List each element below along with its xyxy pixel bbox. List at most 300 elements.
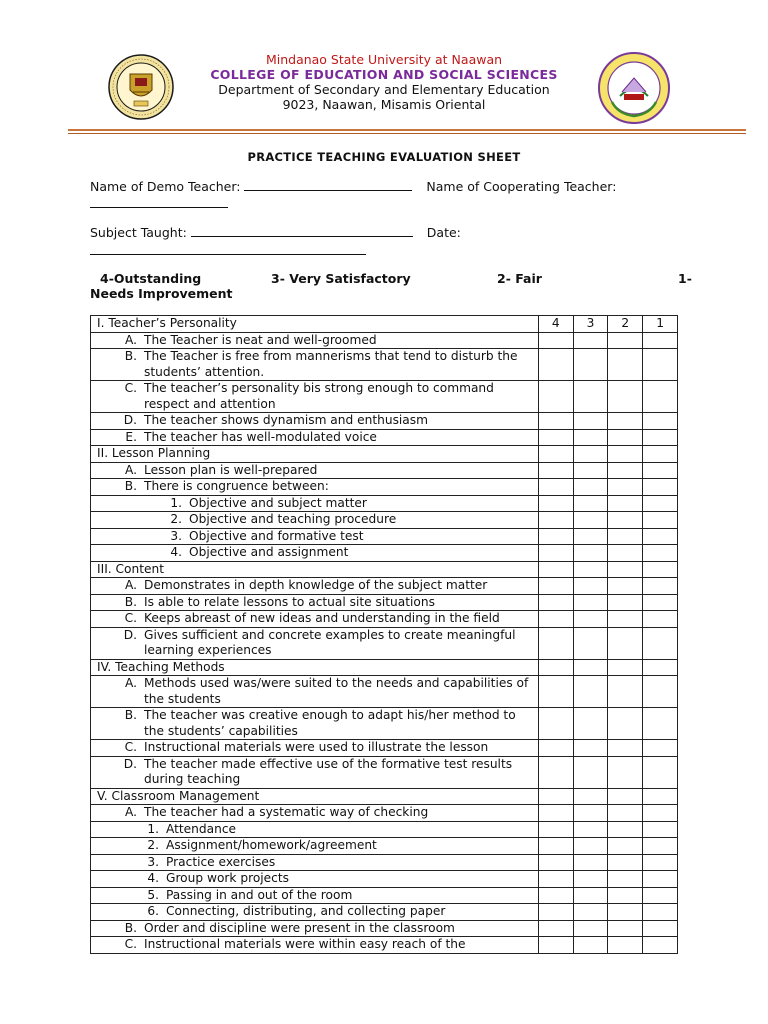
evaluation-table [90,315,678,954]
section-row [91,659,678,676]
field-line-1 [90,179,616,194]
rating-cell[interactable] [643,561,678,578]
rating-cell[interactable] [538,871,573,888]
rating-cell[interactable] [608,838,643,855]
rating-cell[interactable] [573,528,608,545]
date-label: Date: [426,225,461,240]
rating-cell[interactable] [643,594,678,611]
rating-cell[interactable] [643,740,678,757]
criterion-item [97,333,538,349]
date-blank-line [90,243,366,258]
rating-cell[interactable] [643,838,678,855]
criterion-cell [91,349,539,381]
rating-cell[interactable] [573,676,608,708]
rating-cell[interactable] [643,512,678,529]
rating-cell[interactable] [643,349,678,381]
rating-cell[interactable] [538,676,573,708]
item-marker: D. [123,627,137,642]
item-marker: 1. [170,495,182,510]
item-text: Connecting, distributing, and collecting paper [166,904,446,918]
demo-teacher-label: Name of Demo Teacher: [90,179,241,194]
item-text: Group work projects [166,871,289,885]
rating-cell[interactable] [573,429,608,446]
criterion-row [91,495,678,512]
criterion-cell [91,545,539,562]
criterion-cell [91,462,539,479]
criterion-cell [91,479,539,496]
rating-cell[interactable] [608,349,643,381]
criterion-row [91,462,678,479]
criterion-cell [91,594,539,611]
rating-cell[interactable] [538,462,573,479]
letterhead [0,52,768,112]
item-text: The teacher shows dynamism and enthusiasm [144,413,428,427]
rating-cell[interactable] [608,429,643,446]
address: 9023, Naawan, Misamis Oriental [282,97,486,112]
rating-cell[interactable] [608,561,643,578]
rating-cell[interactable] [573,479,608,496]
rating-cell[interactable] [608,528,643,545]
item-marker: A. [125,805,137,819]
rating-cell[interactable] [573,462,608,479]
criterion-row [91,512,678,529]
criterion-item [97,479,538,495]
rating-cell[interactable] [643,545,678,562]
item-text: Objective and assignment [189,545,349,559]
header-divider-thin [68,133,746,134]
rating-cell[interactable] [643,495,678,512]
rating-cell[interactable] [538,429,573,446]
rating-cell[interactable] [573,920,608,937]
criterion-row [91,627,678,659]
rating-cell[interactable] [608,904,643,921]
item-text: The teacher had a systematic way of checking [144,805,429,819]
rating-cell[interactable] [573,904,608,921]
rating-cell[interactable] [538,413,573,430]
criterion-row [91,578,678,595]
rating-cell[interactable] [573,611,608,628]
rating-cell[interactable] [608,545,643,562]
item-marker: 3. [147,854,159,869]
criterion-row [91,528,678,545]
rating-cell[interactable] [643,920,678,937]
rating-cell[interactable] [538,838,573,855]
item-text: Objective and teaching procedure [189,512,397,526]
rating-cell[interactable] [538,332,573,349]
rating-cell[interactable] [573,332,608,349]
item-marker: C. [124,937,137,951]
rating-cell[interactable] [608,495,643,512]
rating-cell[interactable] [573,545,608,562]
item-marker: C. [124,740,137,754]
item-text: Lesson plan is well-prepared [144,462,318,477]
criterion-item [97,545,538,561]
rating-cell[interactable] [538,381,573,413]
item-marker: A. [125,676,137,690]
criterion-cell [91,316,539,333]
rating-cell[interactable] [643,578,678,595]
rating-cell[interactable] [643,446,678,463]
item-marker: B. [124,479,137,493]
criterion-row [91,545,678,562]
rating-cell[interactable] [573,821,608,838]
criterion-cell [91,429,539,446]
item-marker: 1. [147,821,159,836]
criterion-cell [91,495,539,512]
item-text: Assignment/homework/agreement [166,838,377,852]
item-marker: A. [125,578,137,592]
rating-cell[interactable] [573,871,608,888]
item-marker: C. [124,611,137,625]
rating-cell[interactable] [573,937,608,954]
rating-cell[interactable] [608,676,643,708]
scale-1: 1- [678,271,692,286]
rating-cell[interactable] [643,627,678,659]
header-divider [68,129,746,131]
criterion-row [91,332,678,349]
item-text: Attendance [166,821,237,836]
item-marker: A. [125,332,137,347]
item-text: Instructional materials were within easy reach of the [144,937,466,951]
criterion-row [91,611,678,628]
rating-cell[interactable] [643,708,678,740]
page-title: PRACTICE TEACHING EVALUATION SHEET [247,150,521,164]
item-text: Objective and formative test [189,528,364,543]
criterion-cell [91,332,539,349]
criterion-row [91,887,678,904]
criterion-row [91,904,678,921]
item-text: The teacher was creative enough to adapt his/her method to the students’ capabilities [144,708,516,738]
criterion-cell [91,838,539,855]
scale-3: 3- Very Satisfactory [271,271,411,286]
item-marker: E. [125,429,137,444]
rating-cell[interactable] [608,788,643,805]
criterion-item [97,578,538,594]
date-blank[interactable] [90,243,366,255]
cooperating-teacher-label: Name of Cooperating Teacher: [426,179,617,194]
rating-cell[interactable] [608,805,643,822]
rating-cell[interactable] [538,740,573,757]
rating-cell[interactable] [608,462,643,479]
criterion-cell [91,446,539,463]
rating-cell[interactable] [538,561,573,578]
item-marker: D. [123,756,137,771]
item-text: Methods used was/were suited to the needs and capabilities of the students [144,676,529,706]
rating-cell[interactable] [643,854,678,871]
rating-cell[interactable] [538,495,573,512]
rating-header: 1 [643,316,678,333]
section-row [91,316,678,333]
section-title: I. Teacher’s Personality [97,316,237,330]
rating-cell[interactable] [573,854,608,871]
rating-cell[interactable] [608,332,643,349]
criterion-row [91,805,678,822]
rating-cell[interactable] [608,887,643,904]
rating-cell[interactable] [643,788,678,805]
rating-cell[interactable] [643,429,678,446]
rating-cell[interactable] [573,740,608,757]
section-row [91,446,678,463]
rating-cell[interactable] [573,708,608,740]
criterion-item [97,708,538,739]
criterion-cell [91,937,539,954]
item-text: The Teacher is neat and well-groomed [144,332,377,347]
rating-cell[interactable] [538,821,573,838]
rating-cell[interactable] [608,611,643,628]
rating-cell[interactable] [643,805,678,822]
criterion-item [97,937,538,953]
rating-cell[interactable] [538,756,573,788]
rating-cell[interactable] [538,904,573,921]
rating-cell[interactable] [643,937,678,954]
rating-cell[interactable] [573,381,608,413]
item-text: The teacher’s personality bis strong enough to command respect and attention [144,381,494,411]
rating-cell[interactable] [538,578,573,595]
criterion-cell [91,561,539,578]
rating-header: 4 [538,316,573,333]
scale-4: 4-Outstanding [100,271,202,286]
rating-cell[interactable] [538,512,573,529]
rating-cell[interactable] [643,887,678,904]
subject-blank[interactable] [191,225,413,237]
item-text: Gives sufficient and concrete examples to create meaningful learning experiences [144,627,516,657]
rating-cell[interactable] [608,937,643,954]
rating-cell[interactable] [573,446,608,463]
criterion-cell [91,578,539,595]
criterion-row [91,479,678,496]
rating-cell[interactable] [538,937,573,954]
scale-1-label: Needs Improvement [90,286,233,301]
item-text: Is able to relate lessons to actual site situations [144,594,435,609]
criterion-item [97,512,538,528]
item-marker: A. [125,462,137,477]
rating-cell[interactable] [608,756,643,788]
criterion-item [97,822,538,838]
criterion-row [91,413,678,430]
item-text: Instructional materials were used to illustrate the lesson [144,740,489,754]
rating-cell[interactable] [573,627,608,659]
rating-cell[interactable] [643,659,678,676]
criterion-cell [91,413,539,430]
criterion-item [97,921,538,937]
rating-cell[interactable] [538,611,573,628]
rating-cell[interactable] [538,594,573,611]
criterion-row [91,920,678,937]
rating-cell[interactable] [643,611,678,628]
scale-2: 2- Fair [497,271,542,286]
criterion-item [97,463,538,479]
item-text: Passing in and out of the room [166,887,353,902]
criterion-cell [91,904,539,921]
criterion-item [97,595,538,611]
item-text: Demonstrates in depth knowledge of the subject matter [144,578,488,592]
item-marker: C. [124,381,137,395]
cooperating-teacher-blank-line [90,196,228,211]
rating-cell[interactable] [643,756,678,788]
field-line-2 [90,225,461,240]
item-text: Order and discipline were present in the classroom [144,920,455,935]
section-row [91,788,678,805]
rating-cell[interactable] [538,479,573,496]
item-text: The Teacher is free from mannerisms that tend to disturb the students’ attention. [144,349,518,379]
item-marker: B. [124,349,137,363]
item-marker: 2. [147,838,159,852]
criterion-item [97,740,538,756]
criterion-item [97,611,538,627]
rating-cell[interactable] [608,920,643,937]
rating-cell[interactable] [573,838,608,855]
criterion-cell [91,871,539,888]
rating-cell[interactable] [643,528,678,545]
rating-cell[interactable] [538,659,573,676]
rating-cell[interactable] [573,495,608,512]
criterion-cell [91,528,539,545]
rating-cell[interactable] [538,920,573,937]
criterion-cell [91,854,539,871]
criterion-item [97,496,538,512]
rating-cell[interactable] [643,479,678,496]
criterion-row [91,708,678,740]
college-name: COLLEGE OF EDUCATION AND SOCIAL SCIENCES [210,67,558,82]
item-marker: 4. [147,871,159,885]
criterion-item [97,805,538,821]
rating-cell[interactable] [573,413,608,430]
criterion-row [91,349,678,381]
section-title: V. Classroom Management [97,788,260,803]
criterion-cell [91,788,539,805]
rating-cell[interactable] [608,659,643,676]
section-title: IV. Teaching Methods [97,659,225,674]
criterion-cell [91,821,539,838]
item-marker: B. [124,920,137,935]
criterion-cell [91,756,539,788]
rating-cell[interactable] [643,462,678,479]
rating-cell[interactable] [538,627,573,659]
criterion-item [97,757,538,788]
item-text: Keeps abreast of new ideas and understanding in the field [144,611,500,625]
rating-cell[interactable] [608,627,643,659]
criterion-row [91,740,678,757]
criterion-row [91,676,678,708]
rating-cell[interactable] [573,887,608,904]
section-title: II. Lesson Planning [97,446,211,460]
criterion-row [91,871,678,888]
criterion-cell [91,740,539,757]
rating-cell[interactable] [538,854,573,871]
rating-cell[interactable] [608,413,643,430]
criterion-row [91,838,678,855]
university-name: Mindanao State University at Naawan [265,52,503,67]
criterion-cell [91,627,539,659]
criterion-item [97,871,538,887]
criterion-cell [91,805,539,822]
rating-cell[interactable] [608,594,643,611]
criterion-item [97,904,538,920]
item-text: The teacher has well-modulated voice [144,429,377,444]
criterion-item [97,676,538,707]
rating-cell[interactable] [608,871,643,888]
criterion-cell [91,887,539,904]
item-marker: 2. [170,512,182,526]
section-row [91,561,678,578]
rating-cell[interactable] [643,904,678,921]
item-marker: B. [124,594,137,609]
rating-cell[interactable] [573,756,608,788]
rating-cell[interactable] [538,446,573,463]
criterion-item [97,529,538,545]
criterion-row [91,821,678,838]
rating-cell[interactable] [538,545,573,562]
criterion-cell [91,920,539,937]
criterion-row [91,381,678,413]
criterion-item [97,628,538,659]
rating-cell[interactable] [538,805,573,822]
criterion-row [91,429,678,446]
rating-cell[interactable] [538,528,573,545]
rating-cell[interactable] [608,821,643,838]
criterion-row [91,937,678,954]
rating-cell[interactable] [608,381,643,413]
rating-cell[interactable] [643,332,678,349]
rating-header: 2 [608,316,643,333]
item-marker: 5. [147,887,159,902]
rating-cell[interactable] [643,413,678,430]
rating-cell[interactable] [573,805,608,822]
subject-label: Subject Taught: [90,225,187,240]
item-marker: 3. [170,528,182,543]
rating-cell[interactable] [573,349,608,381]
criterion-cell [91,512,539,529]
rating-cell[interactable] [538,349,573,381]
rating-cell[interactable] [608,740,643,757]
rating-cell[interactable] [538,788,573,805]
criterion-row [91,854,678,871]
criterion-cell [91,659,539,676]
demo-teacher-blank[interactable] [244,179,412,191]
rating-header: 3 [573,316,608,333]
criterion-item [97,838,538,854]
criterion-cell [91,676,539,708]
department-name: Department of Secondary and Elementary Education [218,82,550,97]
rating-cell[interactable] [538,887,573,904]
rating-cell[interactable] [573,578,608,595]
item-marker: 4. [170,545,182,559]
rating-cell[interactable] [643,871,678,888]
criterion-item [97,888,538,904]
rating-cell[interactable] [573,561,608,578]
rating-cell[interactable] [608,479,643,496]
item-text: The teacher made effective use of the formative test results during teaching [144,756,513,786]
rating-cell[interactable] [573,594,608,611]
rating-cell[interactable] [608,854,643,871]
rating-cell[interactable] [573,788,608,805]
rating-cell[interactable] [608,708,643,740]
criterion-item [97,381,538,412]
rating-cell[interactable] [608,446,643,463]
criterion-row [91,756,678,788]
item-marker: 6. [147,904,159,918]
criterion-item [97,413,538,429]
rating-cell[interactable] [573,659,608,676]
rating-cell[interactable] [643,676,678,708]
rating-cell[interactable] [538,708,573,740]
rating-cell[interactable] [608,578,643,595]
cooperating-teacher-blank[interactable] [90,196,228,208]
rating-cell[interactable] [643,381,678,413]
rating-cell[interactable] [643,821,678,838]
rating-cell[interactable] [573,512,608,529]
rating-cell[interactable] [608,512,643,529]
